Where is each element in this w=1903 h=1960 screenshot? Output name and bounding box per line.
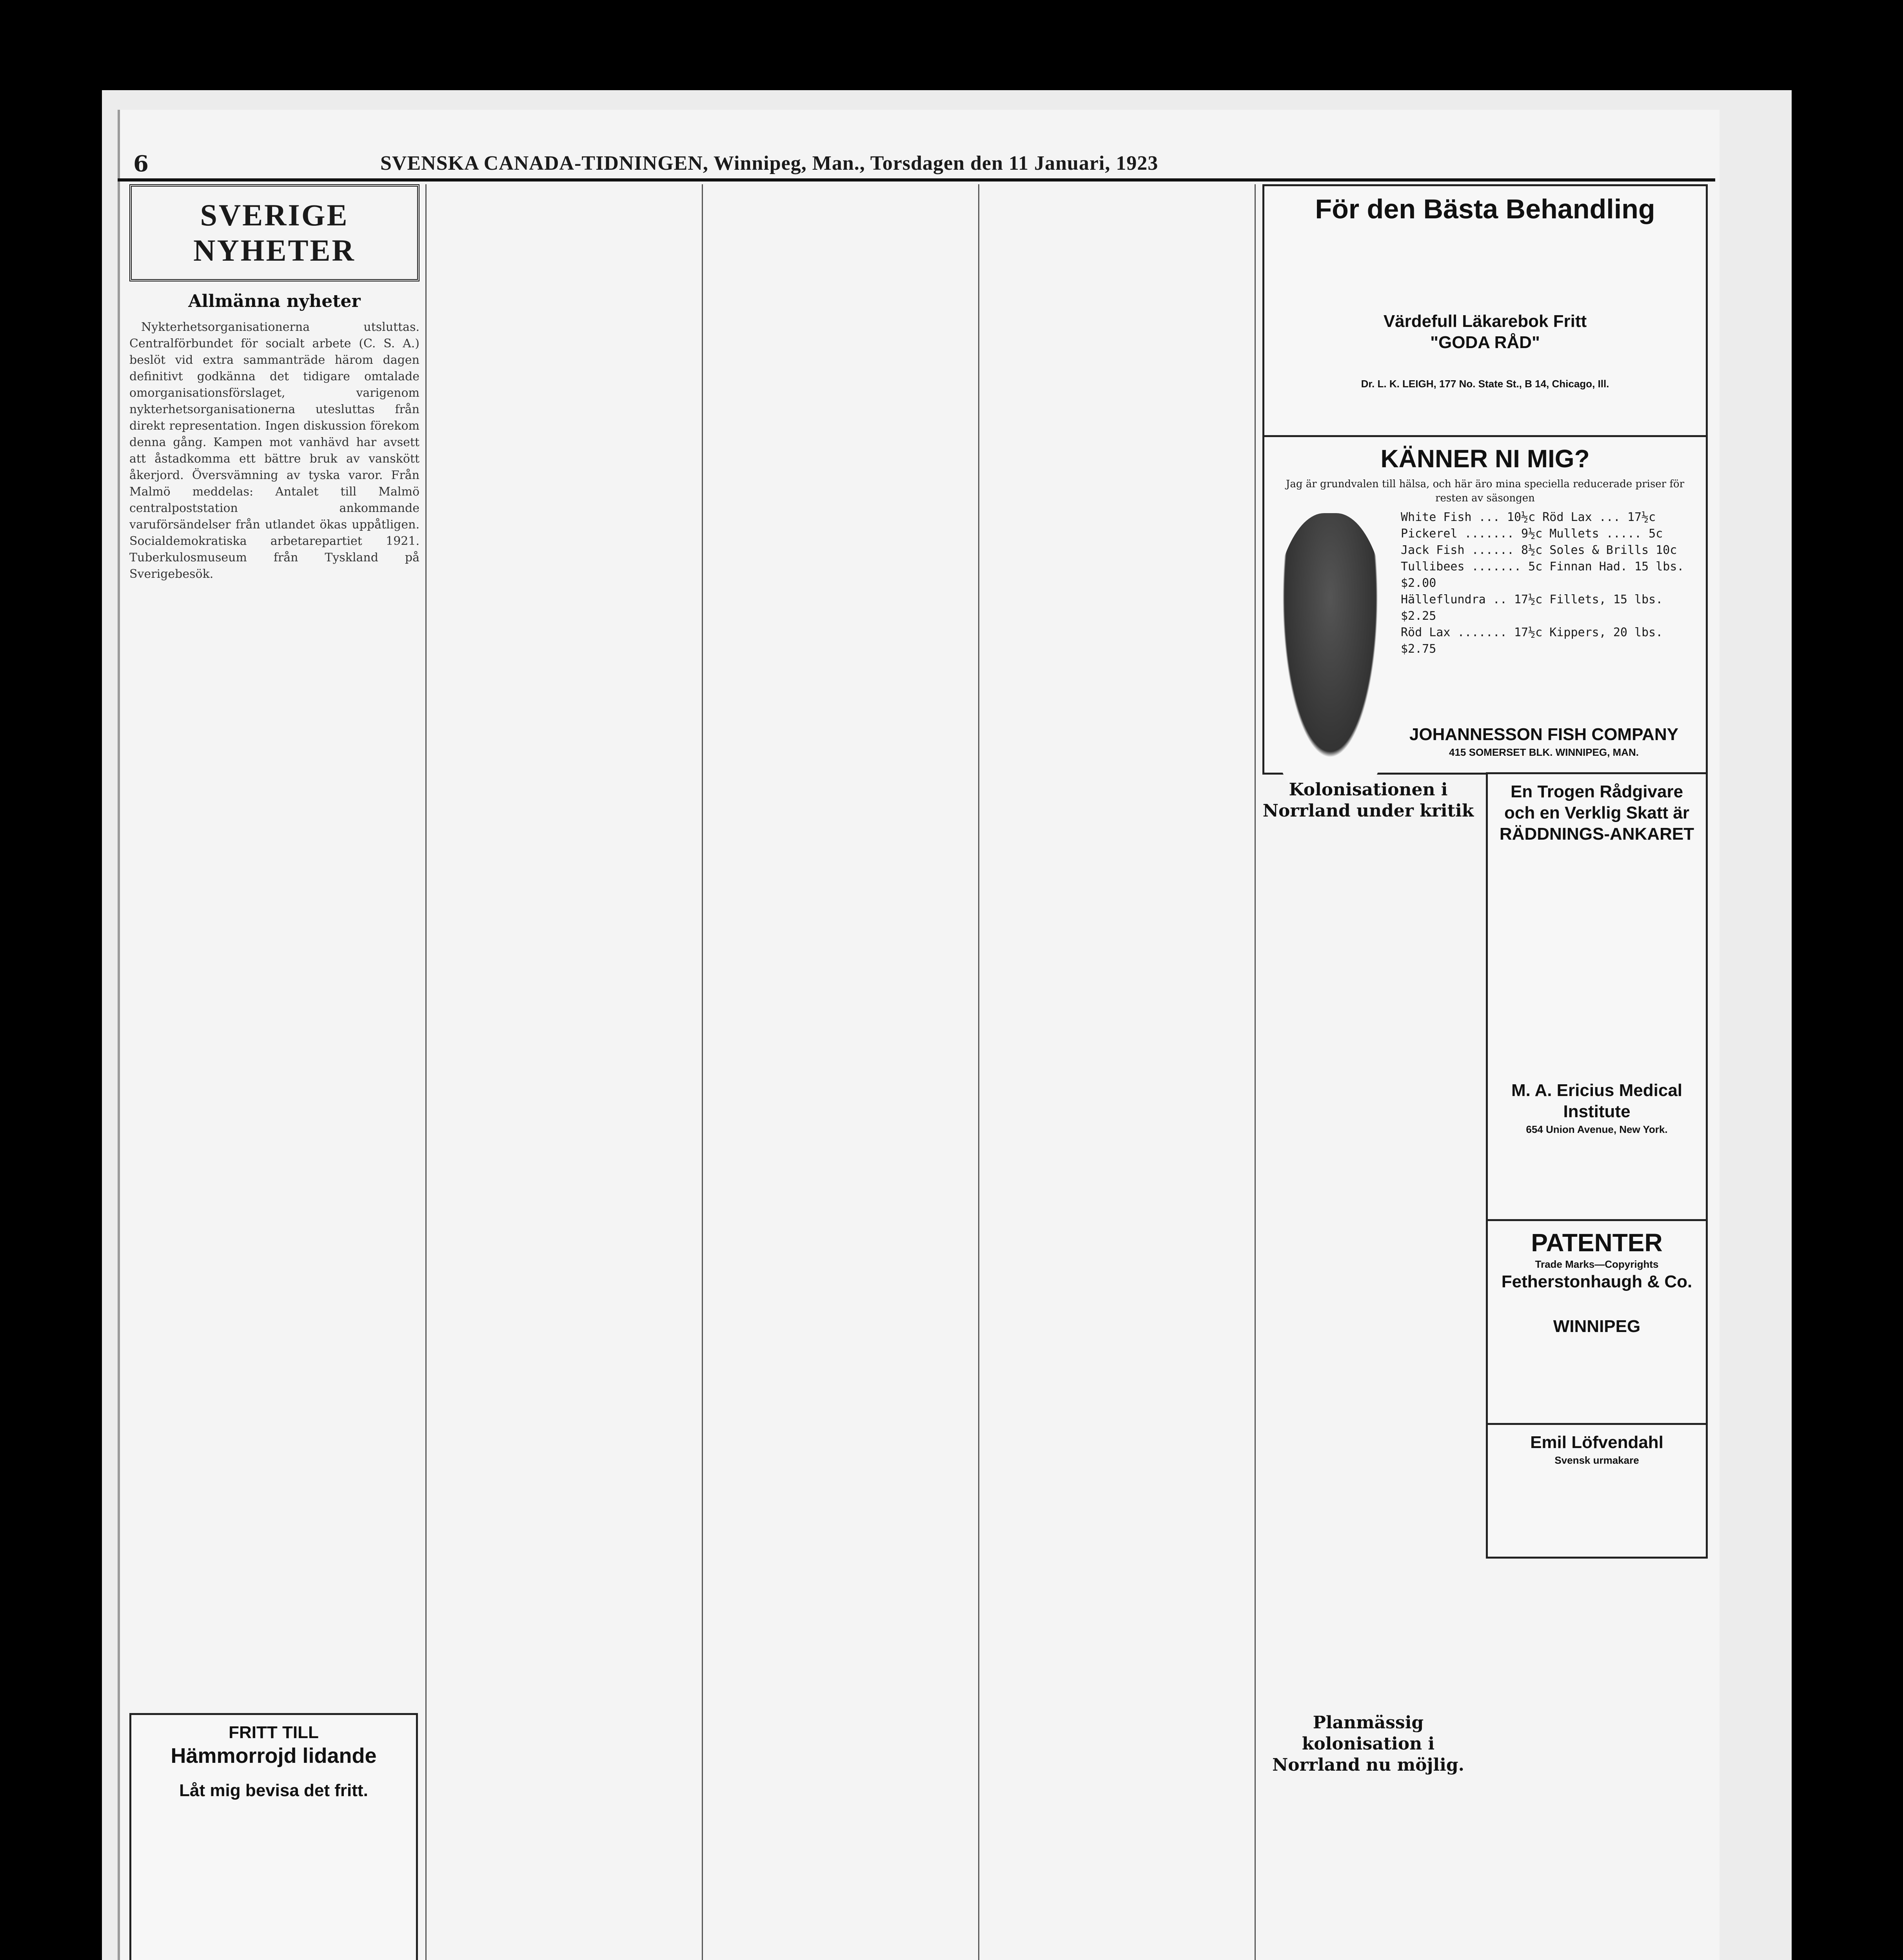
ad-raddningsankaret xyxy=(1486,772,1708,1221)
article-planmassig xyxy=(1262,1705,1474,1783)
price-row: Hälleflundra .. 17½c Fillets, 15 lbs. $2.25 xyxy=(1401,593,1663,623)
price-row: Tullibees ....... 5c Finnan Had. 15 lbs. $2.00 xyxy=(1401,560,1684,590)
ad-hammorrojd xyxy=(129,1713,418,1960)
ad-trogen: En Trogen Rådgivare och en Verklig Skatt är RÄDDNINGS-ANKARET xyxy=(1499,782,1694,844)
ad-fish-address: 415 SOMERSET BLK. WINNIPEG, MAN. xyxy=(1449,746,1639,758)
heading-allmanna-nyheter: Allmänna nyheter xyxy=(188,291,361,311)
heading-kolonisationen: Kolonisationen i Norrland under kritik xyxy=(1262,780,1474,821)
section-title-sverige-nyheter: SVERIGE NYHETER xyxy=(129,184,419,281)
ad-lofvendahl xyxy=(1486,1423,1708,1559)
heading-planmassig: Planmässig kolonisation i Norrland nu möjlig. xyxy=(1272,1713,1464,1775)
article-paragraph: Nykterhetsorganisationerna utsluttas. Centralförbundet för socialt arbete (C. S. A.) beslöt vid extra sammanträde härom dagen definitivt godkänna det tidigare omtalade omorganisationsförslaget, varigenom nykterhetsorganisationerna utesluttas från direkt representation. Ingen diskussion förekom denna gång. Kampen mot vanhävd har avsett att åstadkomma ett bättre bruk av vanskött åkerjord. Översvämning av tyska varor. Från Malmö meddelas: Antalet till Malmö centralpoststation ankommande varuförsändelser från utlandet ökas uppåtligen. Socialdemokratiska arbetarepartiet 1921. Tuberkulosmuseum från Tyskland på Sverigebesök. xyxy=(129,320,419,581)
ad-fritt-till: FRITT TILL xyxy=(229,1723,319,1742)
price-row: Röd Lax ....... 17½c Kippers, 20 lbs. $2.75 xyxy=(1401,626,1663,656)
ad-vardefull: Värdefull Läkarebok Fritt xyxy=(1383,312,1587,331)
ad-leigh-address: Dr. L. K. LEIGH, 177 No. State St., B 14, Chicago, Ill. xyxy=(1361,378,1609,390)
ad-lofvendahl-sub: Svensk urmakare xyxy=(1554,1454,1639,1466)
masthead xyxy=(118,143,1715,181)
ad-hammorrojd-title: Hämmorrojd lidande xyxy=(171,1744,377,1768)
ad-goda-rad: "GODA RÅD" xyxy=(1430,333,1540,352)
ad-patenter-title: PATENTER xyxy=(1531,1229,1663,1257)
page-number: 6 xyxy=(133,151,149,177)
ad-kanner-sub: Jag är grundvalen till hälsa, och här äro mina speciella reducerade priser för resten av säsongen xyxy=(1286,478,1685,504)
ad-ericius-address: 654 Union Avenue, New York. xyxy=(1526,1123,1668,1135)
ad-patenter xyxy=(1486,1219,1708,1425)
ad-lofvendahl-name: Emil Löfvendahl xyxy=(1530,1433,1663,1452)
ad-kanner-ni-mig: KÄNNER NI MIG? xyxy=(1380,445,1590,473)
ad-for-den-basta: För den Bästa Behandling xyxy=(1315,194,1655,224)
column-1 xyxy=(129,184,419,1800)
column-5 xyxy=(1262,184,1709,1960)
ad-fish-company-name: JOHANNESSON FISH COMPANY xyxy=(1409,725,1679,744)
fish-illustration xyxy=(1271,513,1389,795)
price-list xyxy=(1401,509,1699,657)
column-rule xyxy=(978,184,979,1960)
price-row: Pickerel ....... 9½c Mullets ..... 5c xyxy=(1401,527,1663,541)
ad-patenter-sub: Trade Marks—Copyrights xyxy=(1535,1258,1659,1270)
ad-leigh xyxy=(1262,184,1708,437)
ad-winnipeg: WINNIPEG xyxy=(1553,1317,1641,1336)
column-rule xyxy=(1255,184,1256,1960)
ad-lat-mig: Låt mig bevisa det fritt. xyxy=(179,1781,368,1800)
ad-fish-company xyxy=(1262,435,1708,775)
ad-fetherston: Fetherstonhaugh & Co. xyxy=(1501,1272,1692,1291)
article-kolonisation xyxy=(1262,772,1474,829)
price-row: Jack Fish ...... 8½c Soles & Brills 10c xyxy=(1401,543,1677,557)
masthead-title: SVENSKA CANADA-TIDNINGEN, Winnipeg, Man., Torsdagen den 11 Januari, 1923 xyxy=(380,152,1159,174)
article-text xyxy=(129,319,419,583)
price-row: White Fish ... 10½c Röd Lax ... 17½c xyxy=(1401,510,1656,524)
column-rule xyxy=(425,184,427,1960)
ad-ericius: M. A. Ericius Medical Institute xyxy=(1511,1081,1683,1121)
column-rule xyxy=(702,184,703,1960)
